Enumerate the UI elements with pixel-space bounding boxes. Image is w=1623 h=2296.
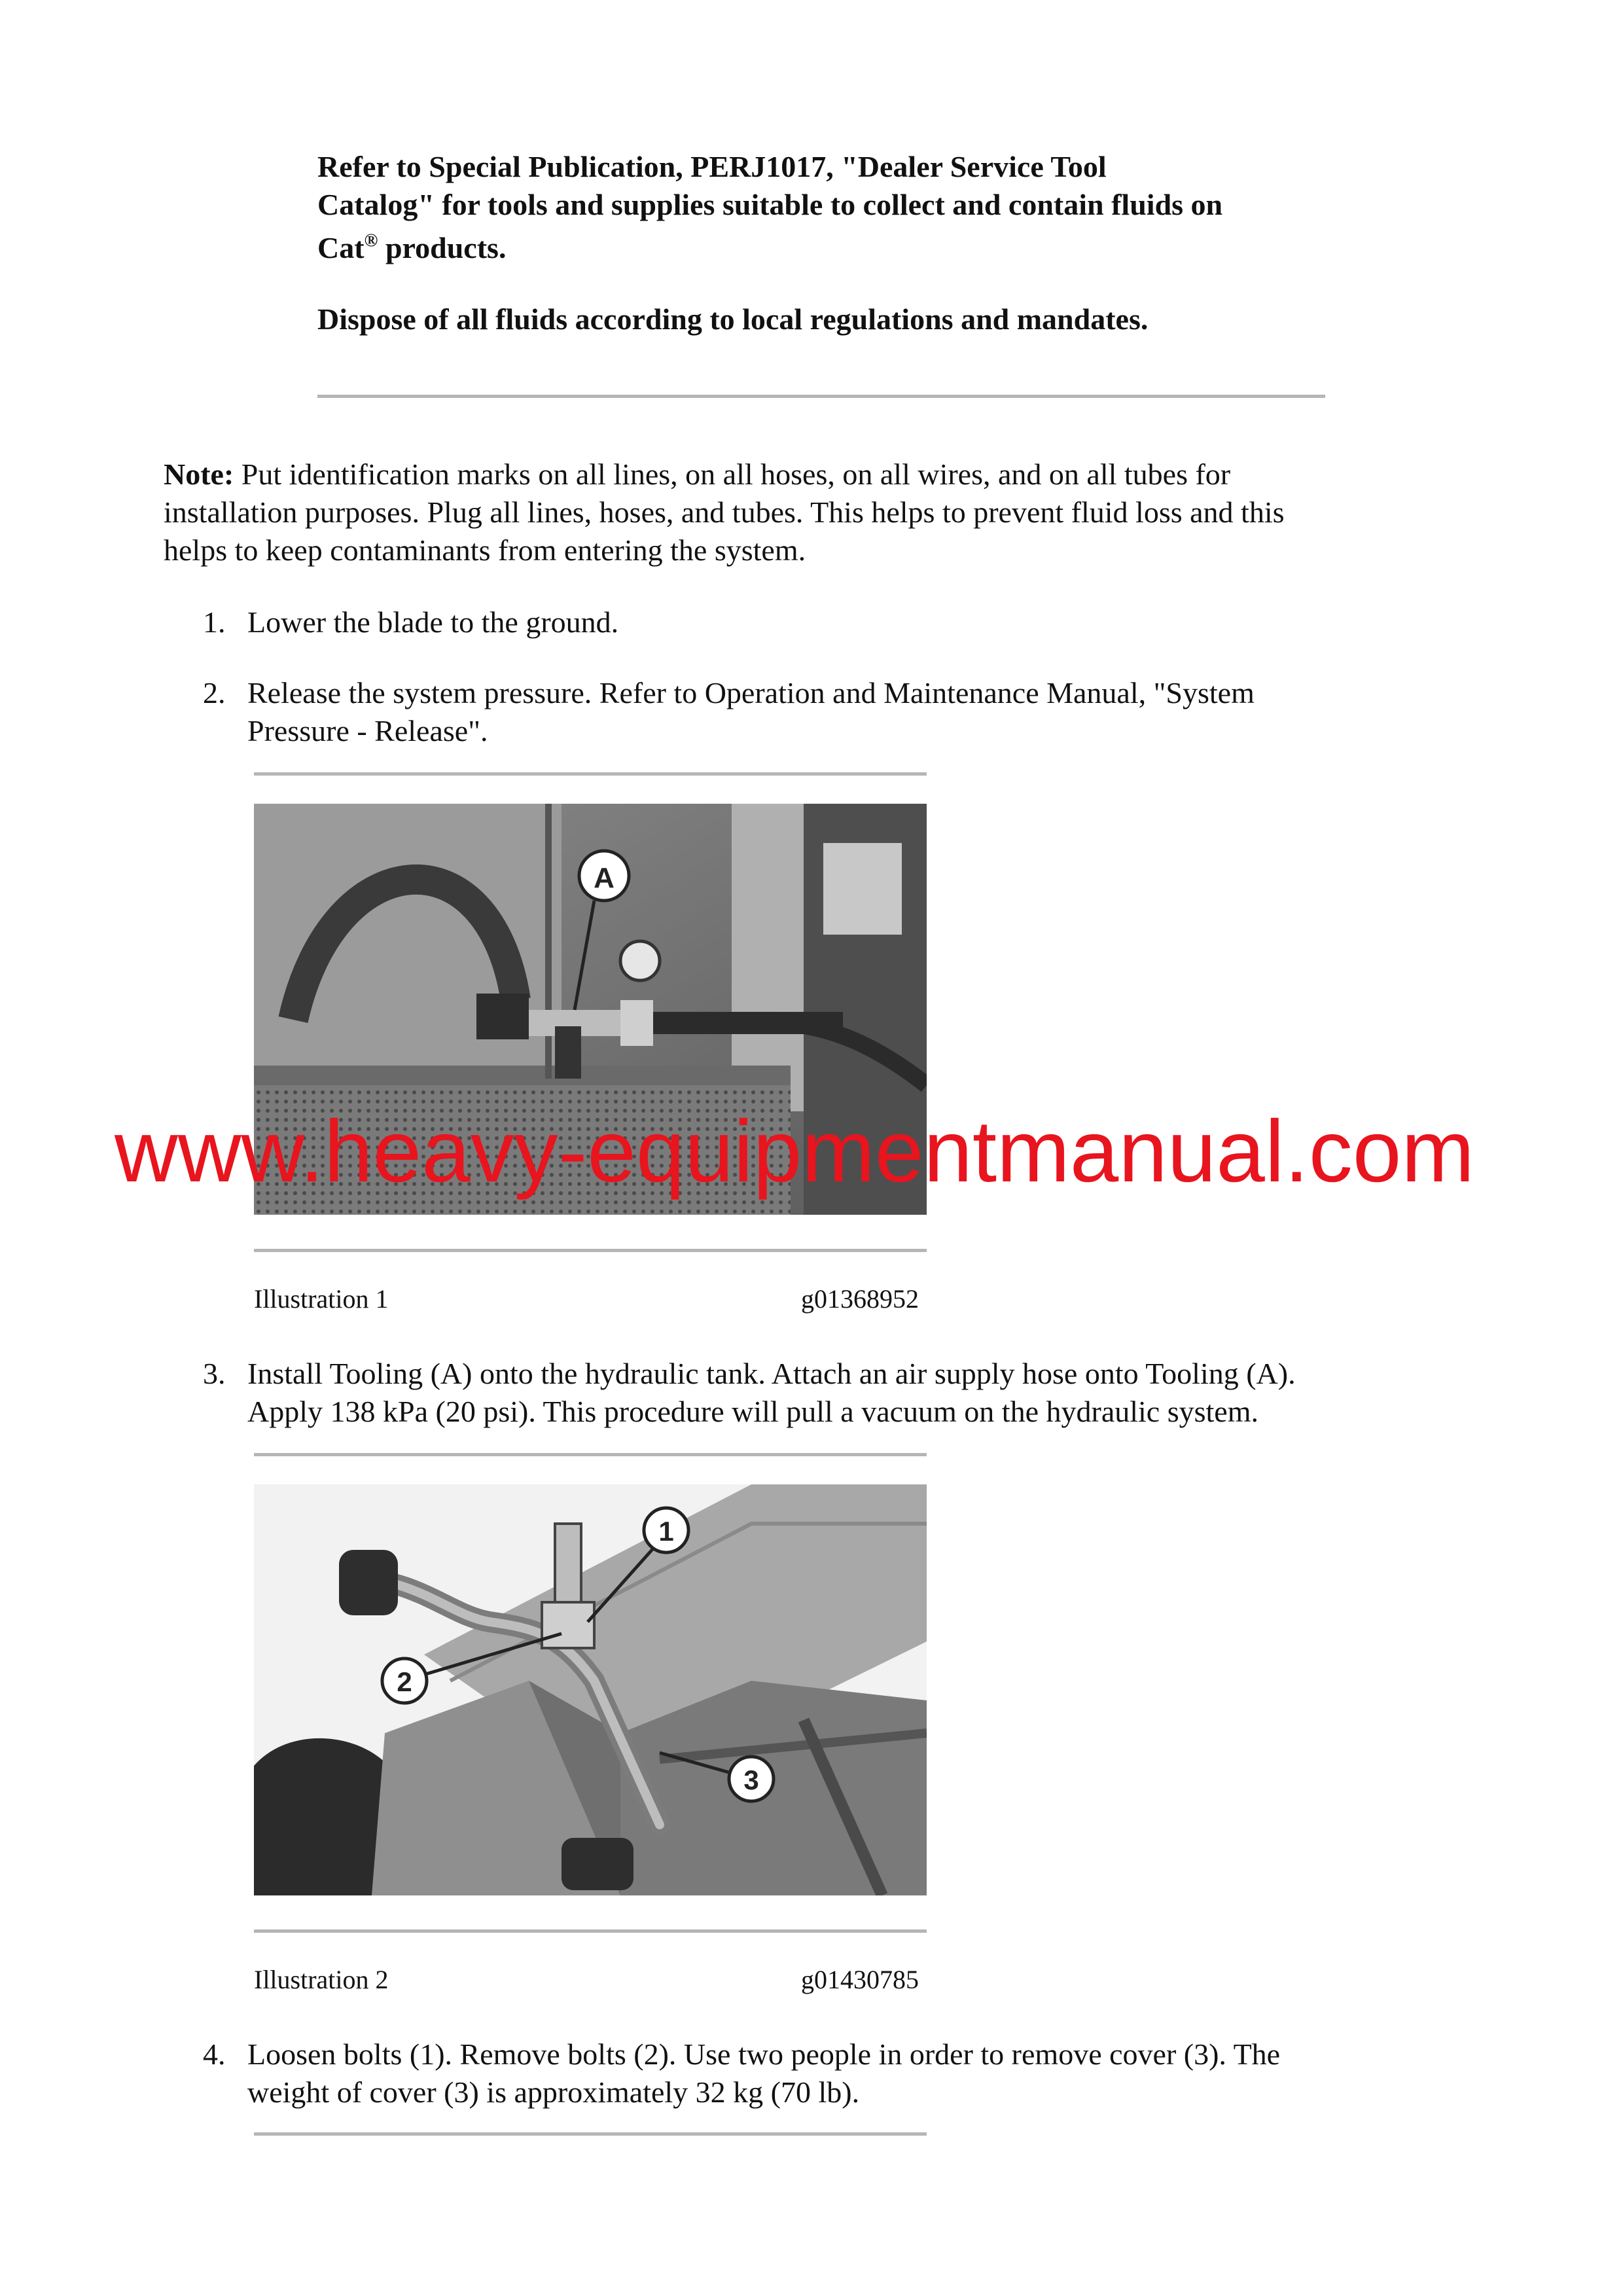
illustration-1-bottom-rule <box>254 1249 927 1252</box>
notice-line-3 <box>317 229 506 267</box>
step-3-number: 3. <box>203 1357 226 1390</box>
illustration-2-top-rule <box>254 1453 927 1456</box>
callout-1: 1 <box>658 1516 674 1547</box>
notice-line-1: Refer to Special Publication, PERJ1017, "Dealer Service Tool <box>317 150 1107 183</box>
cat-brand: Cat <box>317 231 365 264</box>
step-3-text-2: Apply 138 kPa (20 psi). This procedure will pull a vacuum on the hydraulic system. <box>247 1395 1258 1428</box>
notice-dispose: Dispose of all fluids according to local regulations and mandates. <box>317 302 1149 336</box>
notice-line-3-rest: products. <box>378 231 507 264</box>
watermark-url: www.heavy-equipmentmanual.com <box>115 1103 1474 1200</box>
step-2-text-2: Pressure - Release". <box>247 714 488 747</box>
step-3-text-1: Install Tooling (A) onto the hydraulic tank. Attach an air supply hose onto Tooling (A). <box>247 1357 1296 1390</box>
step-4-text-2: weight of cover (3) is approximately 32 kg (70 lb). <box>247 2075 860 2109</box>
illustration-3-top-rule <box>254 2132 927 2136</box>
note-line-3: helps to keep contaminants from entering the system. <box>164 533 806 567</box>
illustration-1-top-rule <box>254 772 927 776</box>
registered-mark: ® <box>364 230 378 251</box>
note-line-2: installation purposes. Plug all lines, hoses, and tubes. This helps to prevent fluid loss and this <box>164 495 1285 529</box>
illustration-2-label: Illustration 2 <box>254 1965 389 1994</box>
note-text-1: Put identification marks on all lines, on all hoses, on all wires, and on all tubes for <box>234 457 1231 491</box>
step-4-number: 4. <box>203 2037 226 2071</box>
illustration-1-id: g01368952 <box>801 1284 919 1314</box>
note-line-1 <box>164 456 1230 493</box>
callout-2: 2 <box>397 1666 412 1697</box>
note-label: Note: <box>164 457 234 491</box>
step-2-number: 2. <box>203 676 226 709</box>
callout-a: A <box>594 862 615 894</box>
illustration-2-photo <box>254 1484 927 1895</box>
step-2-text-1: Release the system pressure. Refer to Operation and Maintenance Manual, "System <box>247 676 1255 709</box>
notice-divider <box>317 395 1325 398</box>
illustration-2-id: g01430785 <box>801 1965 919 1994</box>
notice-line-2: Catalog" for tools and supplies suitable to collect and contain fluids on <box>317 188 1223 221</box>
step-4-text-1: Loosen bolts (1). Remove bolts (2). Use two people in order to remove cover (3). The <box>247 2037 1281 2071</box>
step-1-text: Lower the blade to the ground. <box>247 605 619 639</box>
step-1-number: 1. <box>203 605 226 639</box>
illustration-2-bottom-rule <box>254 1929 927 1933</box>
illustration-1-label: Illustration 1 <box>254 1284 389 1314</box>
callout-3: 3 <box>743 1765 759 1795</box>
